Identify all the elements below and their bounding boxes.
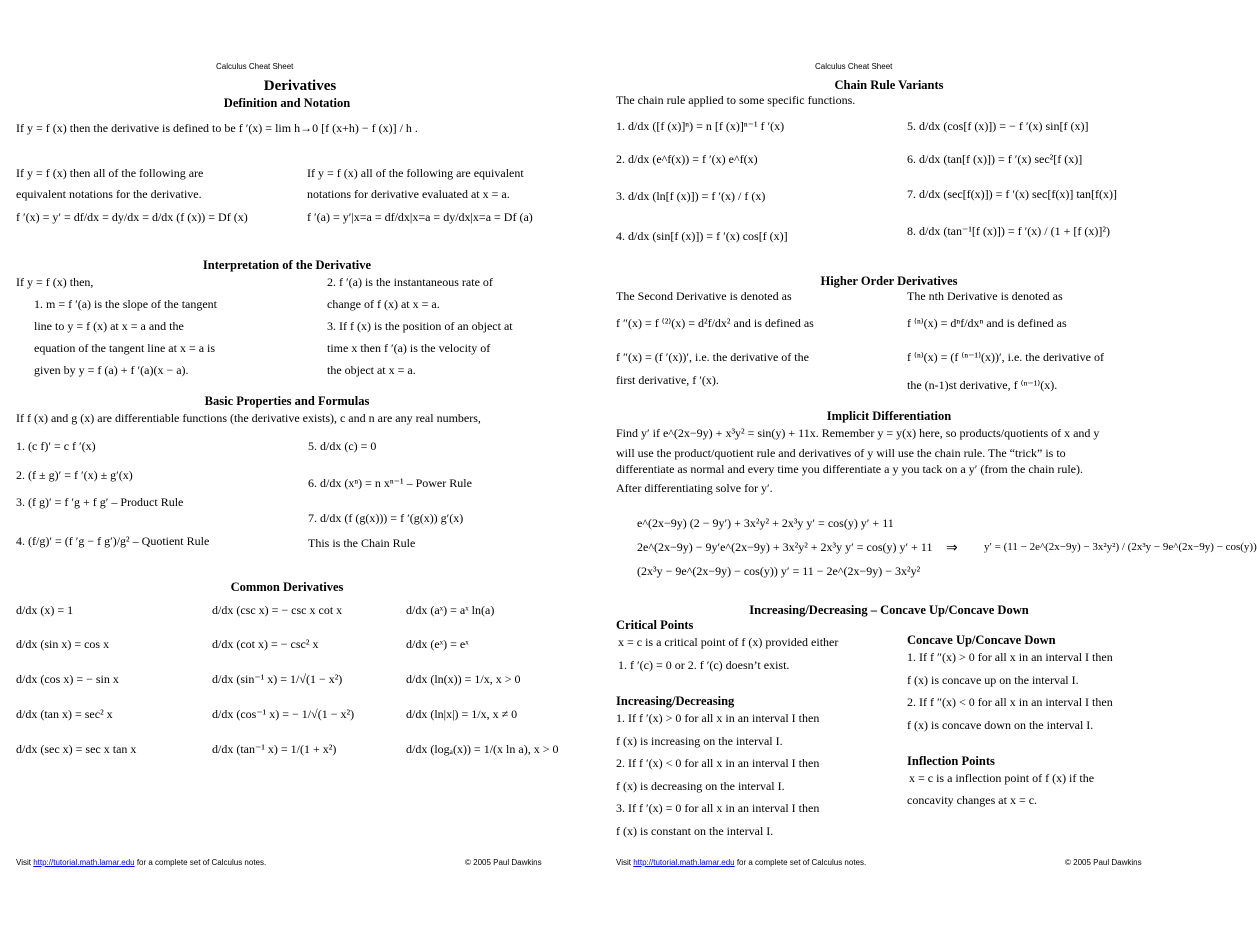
- inflection-heading: Inflection Points: [907, 754, 995, 768]
- tutorial-link[interactable]: http://tutorial.math.lamar.edu: [33, 858, 135, 867]
- common-derivative: d/dx (cos x) = − sin x: [16, 672, 119, 686]
- notation-formula: f ′(a) = y′|x=a = df/dx|x=a = dy/dx|x=a = Df (a): [307, 210, 533, 224]
- footer-note: [616, 858, 866, 867]
- footer-visit: Visit: [16, 858, 31, 867]
- footer-rest: for a complete set of Calculus notes.: [136, 858, 267, 867]
- page-title: Derivatives: [263, 78, 337, 94]
- common-derivative: d/dx (tan x) = sec² x: [16, 707, 113, 721]
- common-derivative: d/dx (sin⁻¹ x) = 1/√(1 − x²): [212, 672, 343, 686]
- higher-line: f ⁽ⁿ⁾(x) = (f ⁽ⁿ⁻¹⁾(x))′, i.e. the derivative of: [907, 350, 1104, 364]
- incdec-line: f (x) is increasing on the interval I.: [616, 734, 783, 748]
- concave-line: f (x) is concave up on the interval I.: [907, 673, 1079, 687]
- common-derivative: d/dx (x) = 1: [16, 603, 74, 617]
- basic-rule: 6. d/dx (xⁿ) = n xⁿ⁻¹ – Power Rule: [308, 476, 472, 490]
- basic-intro: If f (x) and g (x) are differentiable functions (the derivative exists), c and n are any real numbers,: [16, 411, 481, 425]
- implies-arrow: ⇒: [946, 541, 958, 556]
- right-page: [600, 0, 1257, 927]
- inflection-line: x = c is a inflection point of f (x) if the: [909, 771, 1095, 785]
- implicit-result: y′ = (11 − 2e^(2x−9y) − 3x²y²) / (2x³y − 9e^(2x−9y) − cos(y)): [984, 541, 1257, 553]
- higher-line: first derivative, f ′(x).: [616, 373, 719, 387]
- chain-rule-note: This is the Chain Rule: [308, 536, 416, 550]
- interp-line: 1. m = f ′(a) is the slope of the tangent: [34, 297, 218, 311]
- implicit-equation: e^(2x−9y) (2 − 9y′) + 3x²y² + 2x³y y′ = cos(y) y′ + 11: [637, 516, 894, 530]
- interp-line: time x then f ′(a) is the velocity of: [327, 341, 491, 355]
- footer-copyright: © 2005 Paul Dawkins: [1065, 858, 1142, 867]
- footer-visit: Visit: [616, 858, 631, 867]
- implicit-equation: (2x³y − 9e^(2x−9y) − cos(y)) y′ = 11 − 2e^(2x−9y) − 3x²y²: [637, 564, 921, 578]
- higher-line: f ″(x) = f ⁽²⁾(x) = d²f/dx² and is defined as: [616, 316, 814, 330]
- implicit-text: will use the product/quotient rule and derivatives of y will use the chain rule. The “trick” is to: [616, 446, 1066, 460]
- chain-variant: 6. d/dx (tan[f (x)]) = f ′(x) sec²[f (x)]: [907, 152, 1083, 166]
- basic-rule: 2. (f ± g)′ = f ′(x) ± g′(x): [16, 468, 133, 482]
- chain-variant: 1. d/dx ([f (x)]ⁿ) = n [f (x)]ⁿ⁻¹ f ′(x): [616, 119, 785, 133]
- common-derivative: d/dx (aˣ) = aˣ ln(a): [406, 603, 495, 617]
- basic-rule: 7. d/dx (f (g(x))) = f ′(g(x)) g′(x): [308, 511, 464, 525]
- notation-text: notations for derivative evaluated at x = a.: [307, 187, 510, 201]
- common-derivative: d/dx (ln|x|) = 1/x, x ≠ 0: [406, 707, 518, 721]
- definition-formula: If y = f (x) then the derivative is defined to be f ′(x) = lim h→0 [f (x+h) − f (x)] / h .: [16, 121, 418, 135]
- chain-variant: 7. d/dx (sec[f(x)]) = f ′(x) sec[f(x)] tan[f(x)]: [907, 187, 1117, 201]
- tutorial-link[interactable]: http://tutorial.math.lamar.edu: [633, 858, 735, 867]
- left-page: [0, 0, 600, 927]
- chain-variant: 4. d/dx (sin[f (x)]) = f ′(x) cos[f (x)]: [616, 229, 788, 243]
- concave-line: f (x) is concave down on the interval I.: [907, 718, 1094, 732]
- common-derivative: d/dx (cos⁻¹ x) = − 1/√(1 − x²): [212, 707, 355, 721]
- incdec-line: 3. If f ′(x) = 0 for all x in an interval I then: [616, 801, 820, 815]
- common-derivative: d/dx (sin x) = cos x: [16, 637, 110, 651]
- footer-copyright: © 2005 Paul Dawkins: [465, 858, 542, 867]
- implicit-equation: 2e^(2x−9y) − 9y′e^(2x−9y) + 3x²y² + 2x³y y′ = cos(y) y′ + 11: [637, 540, 933, 554]
- notation-text: equivalent notations for the derivative.: [16, 187, 202, 201]
- concave-line: 1. If f ″(x) > 0 for all x in an interval I then: [907, 650, 1113, 664]
- chain-variant: 8. d/dx (tan⁻¹[f (x)]) = f ′(x) / (1 + [f (x)]²): [907, 224, 1110, 238]
- higher-line: f ⁽ⁿ⁾(x) = dⁿf/dxⁿ and is defined as: [907, 316, 1067, 330]
- section-heading-chain: Chain Rule Variants: [834, 78, 944, 92]
- common-derivative: d/dx (sec x) = sec x tan x: [16, 742, 137, 756]
- common-derivative: d/dx (logₐ(x)) = 1/(x ln a), x > 0: [406, 742, 559, 756]
- common-derivative: d/dx (tan⁻¹ x) = 1/(1 + x²): [212, 742, 337, 756]
- section-heading-interpretation: Interpretation of the Derivative: [202, 258, 372, 272]
- interp-line: If y = f (x) then,: [16, 275, 94, 289]
- chain-variant: 2. d/dx (e^f(x)) = f ′(x) e^f(x): [616, 152, 758, 166]
- page-header: Calculus Cheat Sheet: [216, 62, 294, 71]
- higher-line: f ″(x) = (f ′(x))′, i.e. the derivative of the: [616, 350, 809, 364]
- page-header: Calculus Cheat Sheet: [815, 62, 893, 71]
- concave-heading: Concave Up/Concave Down: [907, 633, 1056, 647]
- concave-line: 2. If f ″(x) < 0 for all x in an interval I then: [907, 695, 1113, 709]
- implicit-text: differentiate as normal and every time you differentiate a y you tack on a y′ (from the chain rule).: [616, 462, 1083, 476]
- basic-rule: 4. (f/g)′ = (f ′g − f g′)/g² – Quotient Rule: [16, 534, 210, 548]
- incdec-line: f (x) is decreasing on the interval I.: [616, 779, 785, 793]
- interp-line: change of f (x) at x = a.: [327, 297, 440, 311]
- interp-line: equation of the tangent line at x = a is: [34, 341, 216, 355]
- chain-variant: 3. d/dx (ln[f (x)]) = f ′(x) / f (x): [616, 189, 766, 203]
- interp-line: the object at x = a.: [327, 363, 416, 377]
- implicit-text: After differentiating solve for y′.: [616, 481, 773, 495]
- basic-rule: 5. d/dx (c) = 0: [308, 439, 377, 453]
- incdec-line: 2. If f ′(x) < 0 for all x in an interval I then: [616, 756, 820, 770]
- section-heading-implicit: Implicit Differentiation: [826, 409, 952, 423]
- interp-line: given by y = f (a) + f ′(a)(x − a).: [34, 363, 189, 377]
- section-heading-basic: Basic Properties and Formulas: [204, 394, 370, 408]
- higher-line: The nth Derivative is denoted as: [907, 289, 1063, 303]
- footer-note: [16, 858, 266, 867]
- critical-line: x = c is a critical point of f (x) provided either: [618, 635, 839, 649]
- interp-line: line to y = f (x) at x = a and the: [34, 319, 184, 333]
- section-heading-higher: Higher Order Derivatives: [820, 274, 958, 288]
- incdec-subheading: Increasing/Decreasing: [616, 694, 735, 708]
- incdec-line: 1. If f ′(x) > 0 for all x in an interval I then: [616, 711, 820, 725]
- chain-intro: The chain rule applied to some specific functions.: [616, 93, 856, 107]
- notation-text: If y = f (x) then all of the following are: [16, 166, 204, 180]
- higher-line: The Second Derivative is denoted as: [616, 289, 792, 303]
- basic-rule: 3. (f g)′ = f ′g + f g′ – Product Rule: [16, 495, 184, 509]
- basic-rule: 1. (c f)′ = c f ′(x): [16, 439, 96, 453]
- footer-rest: for a complete set of Calculus notes.: [736, 858, 867, 867]
- section-heading-definition: Definition and Notation: [223, 96, 351, 110]
- common-derivative: d/dx (ln(x)) = 1/x, x > 0: [406, 672, 521, 686]
- critical-heading: Critical Points: [616, 618, 694, 632]
- common-derivative: d/dx (csc x) = − csc x cot x: [212, 603, 343, 617]
- section-heading-common: Common Derivatives: [230, 580, 344, 594]
- notation-text: If y = f (x) all of the following are equivalent: [307, 166, 524, 180]
- chain-variant: 5. d/dx (cos[f (x)]) = − f ′(x) sin[f (x)]: [907, 119, 1089, 133]
- implicit-text: Find y′ if e^(2x−9y) + x³y² = sin(y) + 11x. Remember y = y(x) here, so products/quotients of x and y: [616, 426, 1100, 440]
- higher-line: the (n-1)st derivative, f ⁽ⁿ⁻¹⁾(x).: [907, 378, 1058, 392]
- common-derivative: d/dx (cot x) = − csc² x: [212, 637, 319, 651]
- critical-line: 1. f ′(c) = 0 or 2. f ′(c) doesn’t exist.: [618, 658, 790, 672]
- section-heading-incdec: Increasing/Decreasing – Concave Up/Concave Down: [749, 603, 1029, 617]
- interp-line: 2. f ′(a) is the instantaneous rate of: [327, 275, 493, 289]
- notation-formula: f ′(x) = y′ = df/dx = dy/dx = d/dx (f (x)) = Df (x): [16, 210, 248, 224]
- inflection-line: concavity changes at x = c.: [907, 793, 1038, 807]
- common-derivative: d/dx (eˣ) = eˣ: [406, 637, 469, 651]
- incdec-line: f (x) is constant on the interval I.: [616, 824, 774, 838]
- interp-line: 3. If f (x) is the position of an object at: [327, 319, 513, 333]
